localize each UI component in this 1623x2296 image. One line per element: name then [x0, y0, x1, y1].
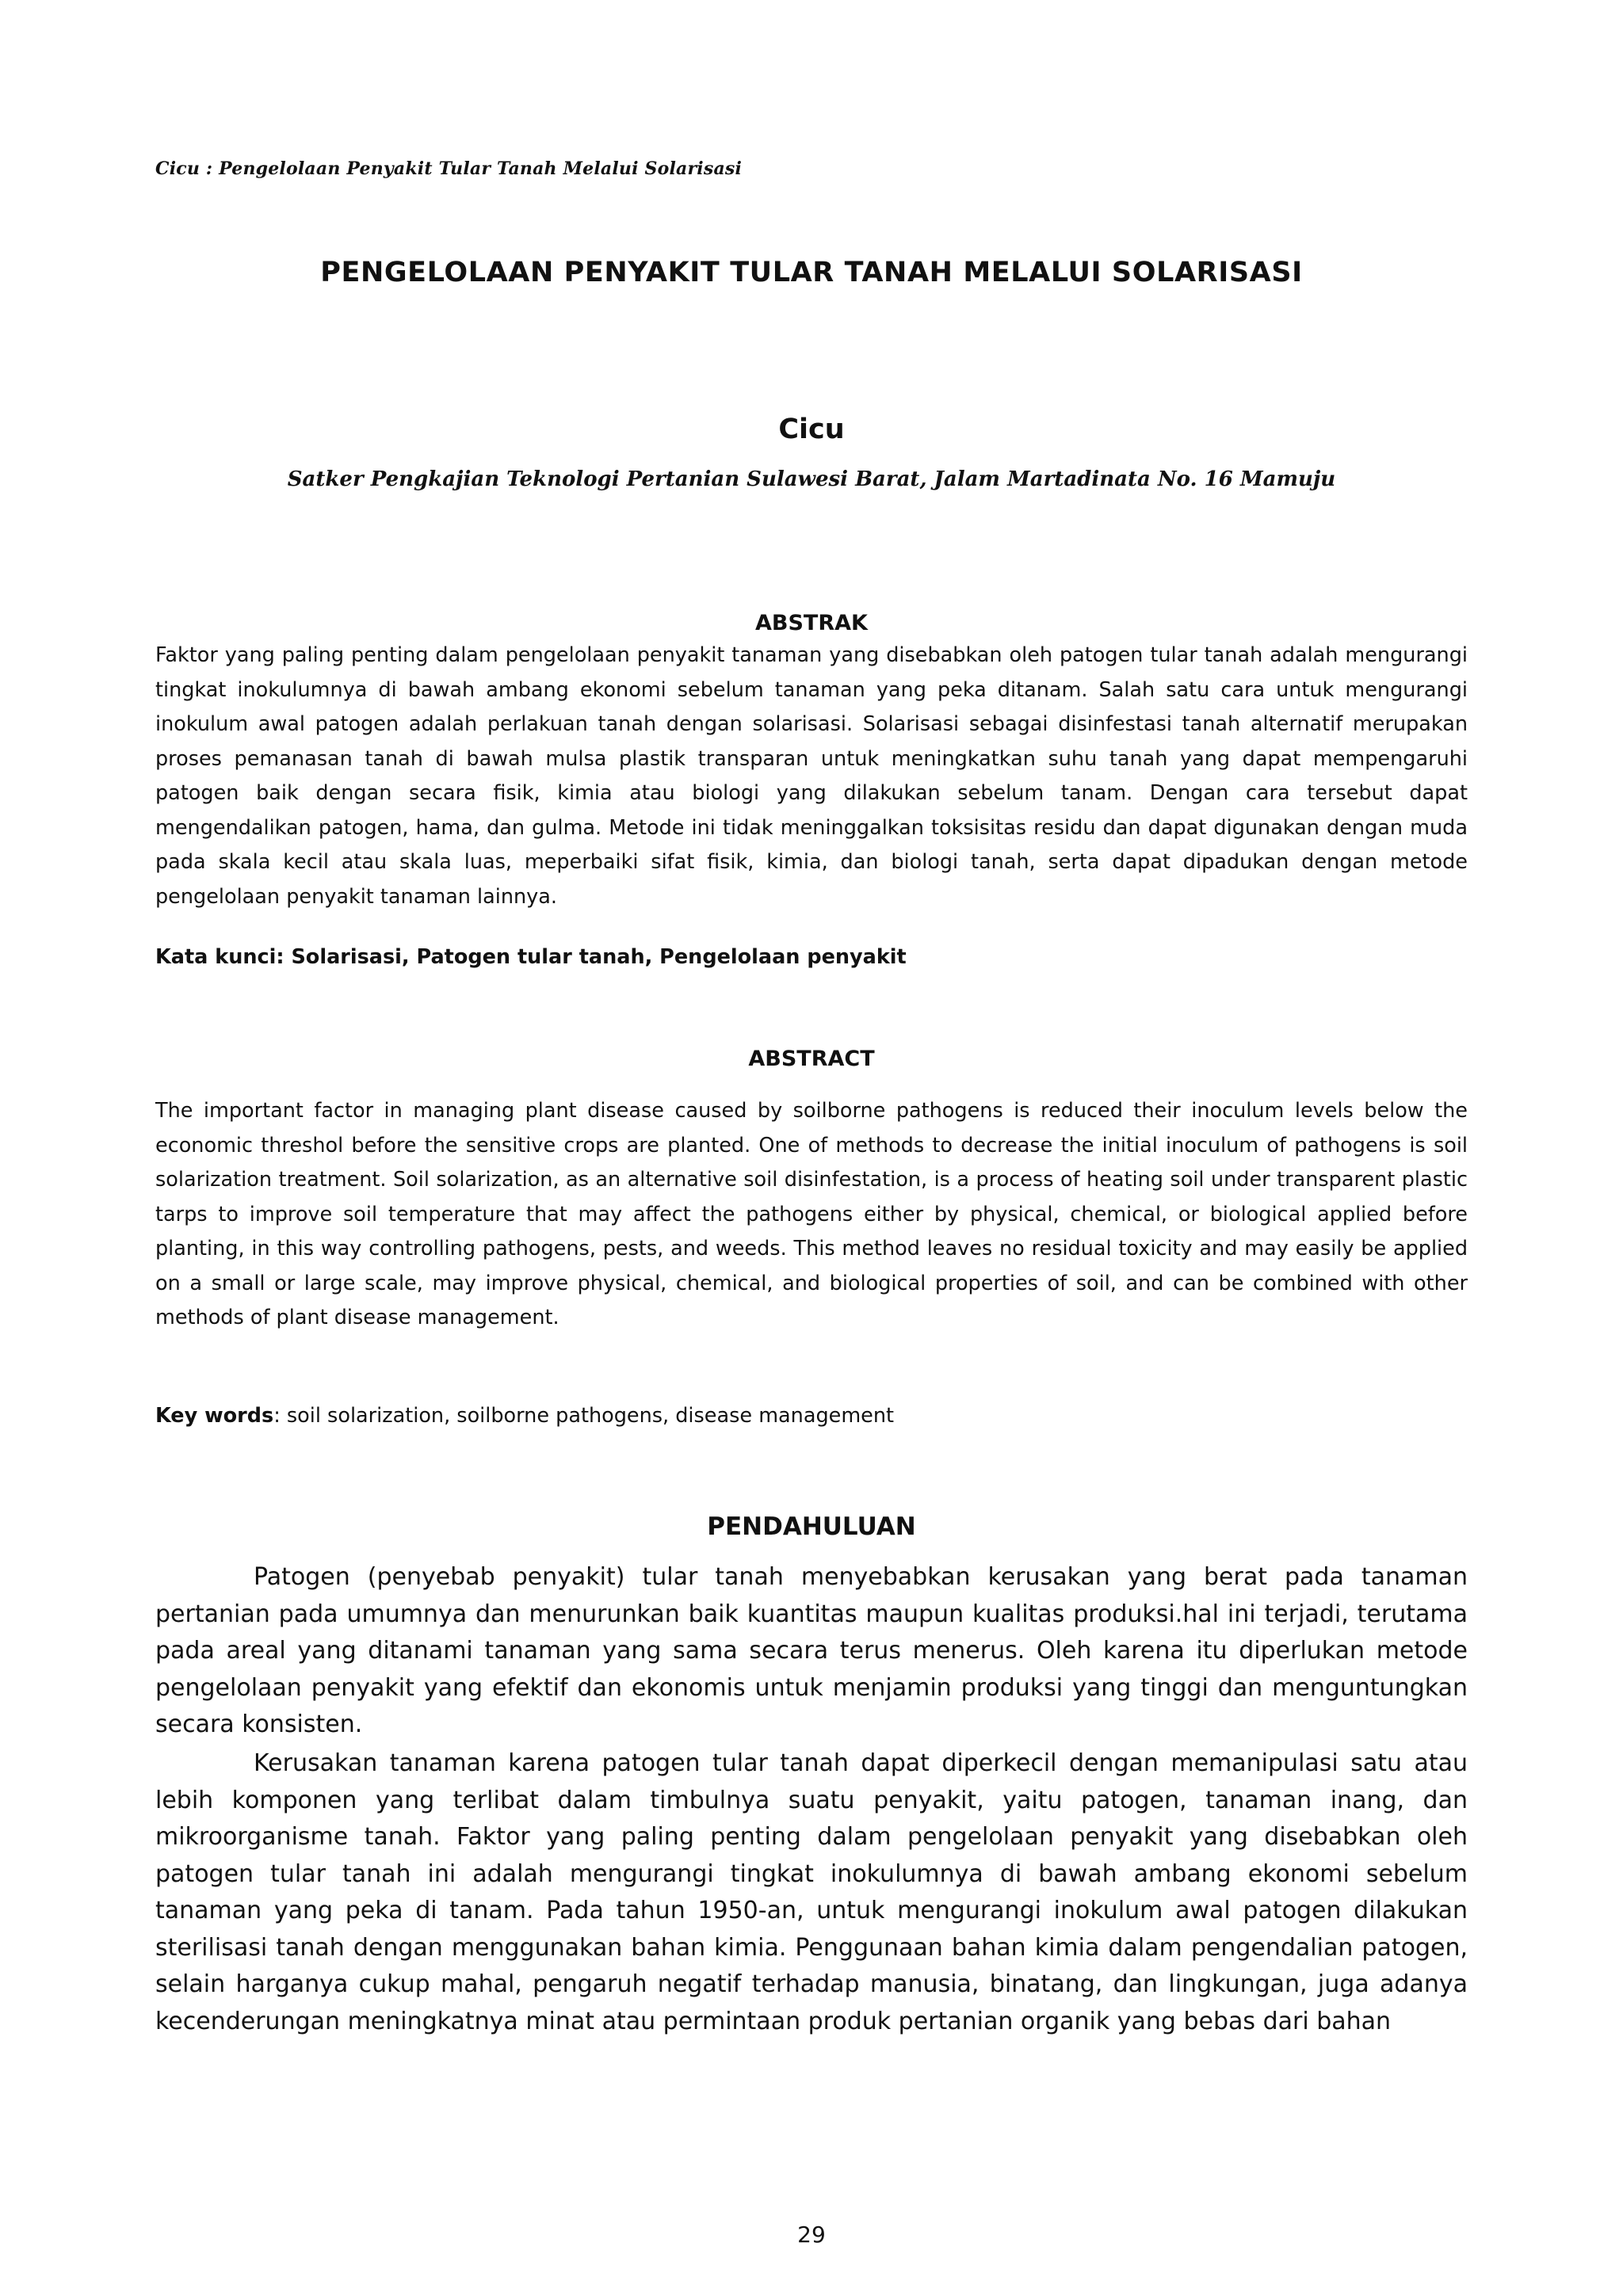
kata-kunci: Kata kunci: Solarisasi, Patogen tular tanah, Pengelolaan penyakit: [155, 945, 907, 969]
pendahuluan-heading: PENDAHULUAN: [707, 1512, 916, 1541]
paper-title: PENGELOLAAN PENYAKIT TULAR TANAH MELALUI SOLARISASI: [320, 257, 1303, 288]
key-words-text: : soil solarization, soilborne pathogens, disease management: [273, 1404, 895, 1428]
author-affiliation: Satker Pengkajian Teknologi Pertanian Sulawesi Barat, Jalam Martadinata No. 16 Mamuju: [287, 467, 1336, 491]
key-words: [155, 1404, 1468, 1428]
body-paragraph: Kerusakan tanaman karena patogen tular tanah dapat diperkecil dengan memanipulasi satu atau lebih komponen yang terlibat dalam timbulnya suatu penyakit, yaitu patogen, tanaman inang, dan mikroorganisme tanah. Faktor yang paling penting dalam pengelolaan penyakit yang disebabkan oleh patogen tular tanah ini adalah mengurangi tingkat inokulumnya di bawah ambang ekonomi sebelum tanaman yang peka di tanam. Pada tahun 1950-an, untuk mengurangi inokulum awal patogen dilakukan sterilisasi tanah dengan menggunakan bahan kimia. Penggunaan bahan kimia dalam pengendalian patogen, selain harganya cukup mahal, pengaruh negatif terhadap manusia, binatang, dan lingkungan, juga adanya kecenderungan meningkatnya minat atau permintaan produk pertanian organik yang bebas dari bahan: [155, 1749, 1468, 2035]
key-words-label: Key words: [155, 1404, 274, 1428]
abstrak-body: Faktor yang paling penting dalam pengelolaan penyakit tanaman yang disebabkan oleh patogen tular tanah adalah mengurangi tingkat inokulumnya di bawah ambang ekonomi sebelum tanaman yang peka ditanam. Salah satu cara untuk mengurangi inokulum awal patogen adalah perlakuan tanah dengan solarisasi. Solarisasi sebagai disinfestasi tanah alternatif merupakan proses pemanasan tanah di bawah mulsa plastik transparan untuk meningkatkan suhu tanah yang dapat mempengaruhi patogen baik dengan secara fisik, kimia atau biologi yang dilakukan sebelum tanam. Dengan cara tersebut dapat mengendalikan patogen, hama, dan gulma. Metode ini tidak meninggalkan toksisitas residu dan dapat digunakan dengan muda pada skala kecil atau skala luas, meperbaiki sifat fisik, kimia, dan biologi tanah, serta dapat dipadukan dengan metode pengelolaan penyakit tanaman lainnya.: [155, 643, 1468, 909]
running-header: Cicu : Pengelolaan Penyakit Tular Tanah Melalui Solarisasi: [155, 158, 743, 179]
abstrak-heading: ABSTRAK: [755, 611, 868, 635]
body-paragraph: Patogen (penyebab penyakit) tular tanah menyebabkan kerusakan yang berat pada tanaman pertanian pada umumnya dan menurunkan baik kuantitas maupun kualitas produksi.hal ini terjadi, terutama pada areal yang ditanami tanaman yang sama secara terus menerus. Oleh karena itu diperlukan metode pengelolaan penyakit yang efektif dan ekonomis untuk menjamin produksi yang tinggi dan menguntungkan secara konsisten.: [155, 1563, 1468, 1738]
abstract-body: The important factor in managing plant disease caused by soilborne pathogens is reduced their inoculum levels below the economic threshol before the sensitive crops are planted. One of methods to decrease the initial inoculum of pathogens is soil solarization treatment. Soil solarization, as an alternative soil disinfestation, is a process of heating soil under transparent plastic tarps to improve soil temperature that may affect the pathogens either by physical, chemical, or biological applied before planting, in this way controlling pathogens, pests, and weeds. This method leaves no residual toxicity and may easily be applied on a small or large scale, may improve physical, chemical, and biological properties of soil, and can be combined with other methods of plant disease management.: [155, 1099, 1468, 1329]
page-number: 29: [797, 2222, 826, 2248]
author-name: Cicu: [778, 414, 845, 445]
abstract-heading: ABSTRACT: [748, 1047, 875, 1071]
